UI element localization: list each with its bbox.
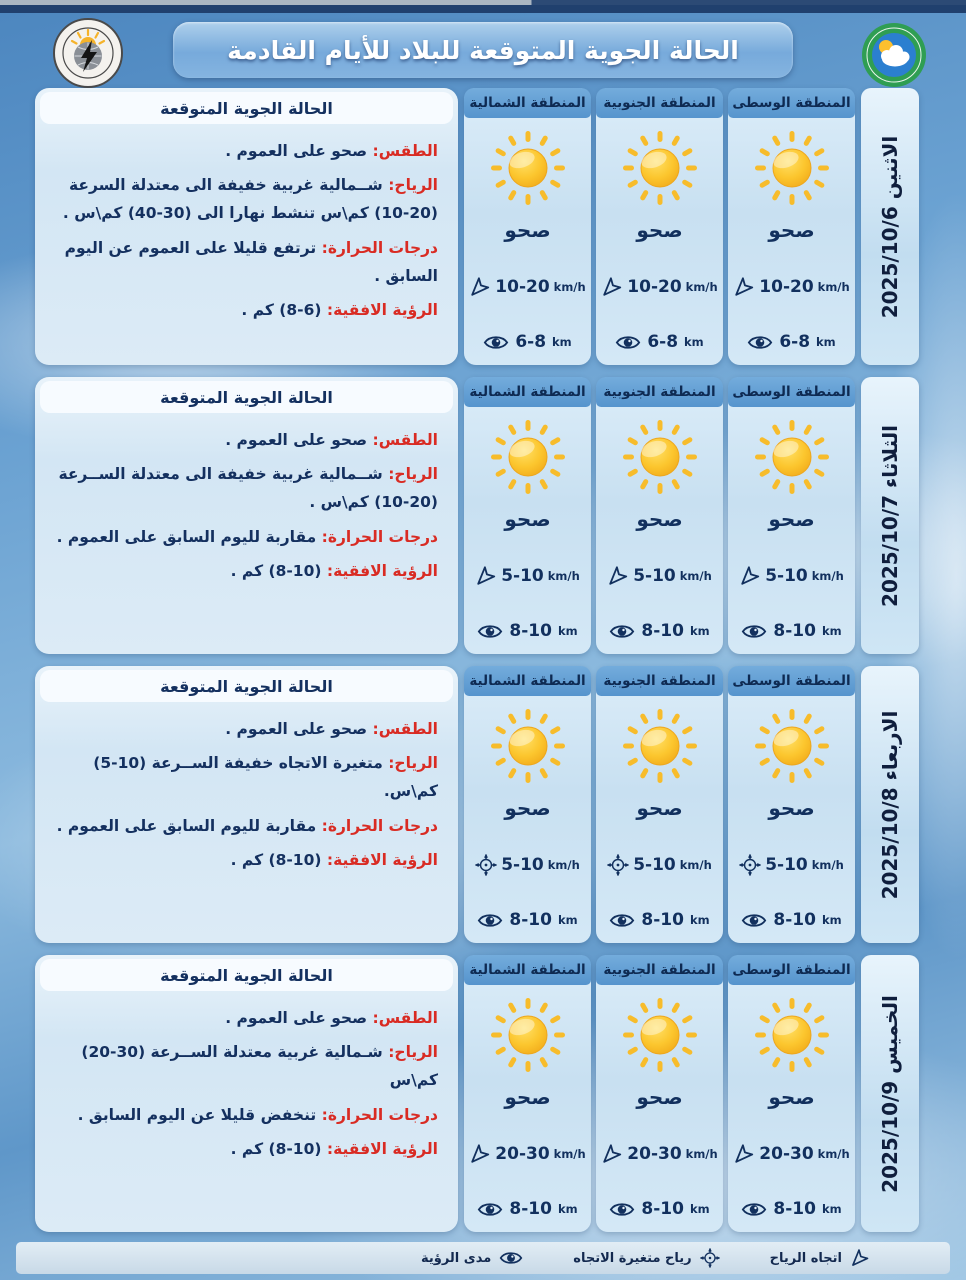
detail-text: شــمالية غربية خفيفة الى معتدلة الســرعة (20-10) كم\س . [58,465,438,512]
visibility-eye-icon [477,1201,503,1218]
variable-wind-compass-icon [700,1248,720,1268]
wind-speed-row [733,1143,849,1165]
visibility-eye-icon [741,1201,767,1218]
region-forecast-card [728,377,855,654]
condition-label: صحو [504,507,551,531]
forecast-detail-line [49,234,438,290]
condition-label: صحو [504,796,551,820]
wind-direction-arrow-icon [739,565,761,587]
detail-text: مقاربة لليوم السابق على العموم . [56,816,317,835]
variable-wind-compass-icon [475,854,497,876]
region-forecast-card [596,377,723,654]
visibility-eye-icon [747,334,773,351]
visibility-unit: km [689,624,710,638]
forecast-details-text [35,413,458,599]
wind-speed-row [475,565,580,587]
visibility-row [609,910,709,930]
forecast-details-panel [35,88,458,365]
wind-speed-row [475,854,580,876]
wind-speed-value: 5-10 [633,855,676,875]
visibility-unit: km [821,624,842,638]
detail-text: (10-8) كم . [230,561,322,580]
wind-speed-row [607,854,712,876]
visibility-value: 8-10 [773,621,816,641]
region-forecast-card [596,88,723,365]
legend-visibility-label: مدى الرؤية [420,1250,492,1266]
visibility-value: 8-10 [641,1199,684,1219]
wind-speed-unit: km/h [811,569,844,583]
forecast-days [35,88,922,1232]
wind-speed-row [733,276,849,298]
wind-speed-unit: km/h [811,858,844,872]
detail-text: ترتفع قليلا على العموم عن اليوم السابق . [64,238,438,285]
visibility-unit: km [689,1202,710,1216]
wind-direction-arrow-icon [469,1143,491,1165]
sun-icon [489,995,567,1073]
wind-direction-arrow-icon [607,565,629,587]
day-date-strip [861,955,919,1232]
sun-icon [489,417,567,495]
detail-text: صحو على العموم . [225,142,368,160]
visibility-value: 8-10 [641,621,684,641]
visibility-value: 8-10 [509,1199,552,1219]
wind-speed-value: 5-10 [501,855,544,875]
sun-icon [753,995,831,1073]
visibility-row [483,332,571,352]
sun-icon [621,706,699,784]
detail-text: (10-8) كم . [230,850,322,869]
visibility-value: 6-8 [647,332,679,352]
wind-speed-unit: km/h [547,858,580,872]
condition-label: صحو [768,507,815,531]
visibility-value: 8-10 [773,1199,816,1219]
sun-icon [621,417,699,495]
visibility-row [609,1199,709,1219]
sun-icon [621,128,699,206]
region-forecast-card [464,377,591,654]
wind-speed-unit: km/h [817,1147,850,1161]
detail-label: الرياح: [388,754,438,773]
variable-wind-compass-icon [607,854,629,876]
region-name: المنطقة الشمالية [464,666,591,696]
wind-speed-unit: km/h [679,569,712,583]
forecast-detail-line [49,137,438,165]
detail-text: (10-8) كم . [230,1139,322,1158]
detail-text: مقاربة لليوم السابق على العموم . [56,527,317,546]
region-forecast-card [728,955,855,1232]
condition-label: صحو [504,1085,551,1109]
forecast-detail-line [49,460,438,516]
region-cards [464,88,855,365]
detail-text: شـمالية غربية معتدلة الســرعة (30-20) كم\س [81,1043,438,1090]
visibility-value: 8-10 [509,621,552,641]
detail-label: الرؤية الافقية: [326,301,438,320]
sun-icon [753,417,831,495]
day-forecast-row [35,377,922,654]
forecast-panel-title: الحالة الجوية المتوقعة [40,670,453,702]
visibility-row [477,910,577,930]
region-name: المنطقة الجنوبية [596,666,723,696]
detail-label: درجات الحرارة: [321,1105,438,1124]
detail-label: الطقس: [372,142,438,160]
detail-text: متغيرة الاتجاه خفيفة الســرعة (10-5) كم\س. [93,754,438,801]
condition-label: صحو [636,796,683,820]
wind-speed-value: 10-20 [495,277,550,297]
visibility-value: 8-10 [641,910,684,930]
wind-direction-arrow-icon [733,276,755,298]
wind-speed-value: 5-10 [501,566,544,586]
visibility-unit: km [689,913,710,927]
wind-direction-arrow-icon [469,276,491,298]
detail-label: الرؤية الافقية: [326,561,438,580]
visibility-eye-icon [609,623,635,640]
region-name: المنطقة الجنوبية [596,377,723,407]
visibility-eye-icon [609,1201,635,1218]
wind-direction-arrow-icon [601,1143,623,1165]
day-forecast-row [35,955,922,1232]
wind-speed-row [739,854,844,876]
condition-label: صحو [636,507,683,531]
forecast-detail-line [49,846,438,874]
forecast-details-panel [35,377,458,654]
condition-label: صحو [768,796,815,820]
sun-icon [753,706,831,784]
wind-speed-row [739,565,844,587]
visibility-unit: km [684,335,704,349]
wind-speed-unit: km/h [553,1147,586,1161]
condition-label: صحو [636,1085,683,1109]
wind-speed-row [469,1143,585,1165]
visibility-value: 6-8 [779,332,811,352]
region-name: المنطقة الجنوبية [596,88,723,118]
detail-text: تنخفض قليلا عن اليوم السابق . [77,1105,317,1124]
forecast-details-panel [35,955,458,1232]
detail-label: الرؤية الافقية: [326,1139,438,1158]
legend-wind-direction [770,1248,870,1268]
met-department-emblem-logo [52,17,124,89]
wind-direction-arrow-icon [475,565,497,587]
visibility-eye-icon [609,912,635,929]
wind-speed-value: 5-10 [633,566,676,586]
condition-label: صحو [504,218,551,242]
day-date-strip [861,666,919,943]
visibility-unit: km [552,335,572,349]
day-forecast-row [35,88,922,365]
forecast-detail-line [49,1038,438,1094]
condition-label: صحو [768,1085,815,1109]
forecast-detail-line [49,749,438,805]
region-name: المنطقة الوسطى [728,666,855,696]
wind-speed-value: 20-30 [759,1144,814,1164]
detail-text: صحو على العموم . [225,720,368,738]
forecast-details-panel [35,666,458,943]
day-date-label: الاربعاء 2025/10/8 [878,710,902,899]
detail-label: الطقس: [372,720,438,738]
visibility-unit: km [557,624,578,638]
visibility-value: 8-10 [773,910,816,930]
legend-bar [16,1242,950,1274]
top-border-strip-dark [0,5,966,13]
forecast-detail-line [49,296,438,324]
wind-direction-arrow-icon [601,276,623,298]
visibility-row [741,1199,841,1219]
visibility-row [477,621,577,641]
forecast-detail-line [49,812,438,840]
forecast-detail-line [49,426,438,454]
wind-speed-unit: km/h [553,280,586,294]
wind-speed-unit: km/h [679,858,712,872]
region-cards [464,666,855,943]
region-forecast-card [596,955,723,1232]
legend-wind-direction-label: اتجاه الرياح [769,1250,842,1266]
sun-icon [621,995,699,1073]
visibility-unit: km [821,1202,842,1216]
wind-speed-unit: km/h [685,1147,718,1161]
region-forecast-card [464,955,591,1232]
detail-text: (6-8) كم . [241,301,322,320]
visibility-eye-icon [741,912,767,929]
visibility-row [615,332,703,352]
wind-speed-value: 20-30 [627,1144,682,1164]
day-date-label: الثلاثاء 2025/10/7 [878,424,902,607]
condition-label: صحو [636,218,683,242]
detail-label: درجات الحرارة: [321,816,438,835]
legend-visibility [421,1250,523,1266]
wind-direction-arrow-icon [733,1143,755,1165]
wind-speed-value: 10-20 [627,277,682,297]
variable-wind-compass-icon [739,854,761,876]
detail-text: شــمالية غربية خفيفة الى معتدلة السرعة (20-10) كم\س تنشط نهارا الى (30-40) كم\س . [62,176,438,223]
day-forecast-row [35,666,922,943]
detail-label: الرؤية الافقية: [326,850,438,869]
forecast-detail-line [49,171,438,227]
region-cards [464,377,855,654]
detail-label: الرياح: [388,465,438,484]
wind-speed-unit: km/h [685,280,718,294]
detail-label: الرياح: [388,1043,438,1062]
page-title-banner [173,22,793,78]
region-forecast-card [464,666,591,943]
visibility-eye-icon [615,334,641,351]
forecast-panel-title: الحالة الجوية المتوقعة [40,381,453,413]
legend-variable-wind [573,1248,719,1268]
legend-variable-wind-label: رياح متغيرة الاتجاه [573,1250,692,1266]
detail-text: صحو على العموم . [225,431,368,449]
wind-direction-arrow-icon [850,1248,870,1268]
wind-speed-unit: km/h [547,569,580,583]
detail-label: درجات الحرارة: [321,527,438,546]
forecast-detail-line [49,715,438,743]
sun-icon [753,128,831,206]
region-name: المنطقة الشمالية [464,88,591,118]
wind-speed-value: 10-20 [759,277,814,297]
visibility-unit: km [816,335,836,349]
forecast-details-text [35,702,458,888]
forecast-panel-title: الحالة الجوية المتوقعة [40,959,453,991]
sun-icon [489,706,567,784]
wind-speed-value: 5-10 [765,566,808,586]
region-name: المنطقة الشمالية [464,377,591,407]
detail-label: الطقس: [372,431,438,449]
visibility-row [477,1199,577,1219]
wind-speed-row [601,276,717,298]
region-name: المنطقة الوسطى [728,955,855,985]
forecast-details-text [35,991,458,1177]
visibility-unit: km [557,1202,578,1216]
region-name: المنطقة الوسطى [728,377,855,407]
visibility-row [741,621,841,641]
region-name: المنطقة الوسطى [728,88,855,118]
day-date-label: الخميس 2025/10/9 [878,994,902,1193]
detail-label: درجات الحرارة: [321,238,438,257]
region-forecast-card [596,666,723,943]
day-date-strip [861,377,919,654]
region-name: المنطقة الجنوبية [596,955,723,985]
wind-speed-value: 20-30 [495,1144,550,1164]
forecast-detail-line [49,1004,438,1032]
visibility-eye-icon [499,1250,523,1266]
forecast-detail-line [49,1135,438,1163]
page-title: الحالة الجوية المتوقعة للبلاد للأيام القادمة [227,35,739,65]
region-cards [464,955,855,1232]
forecast-detail-line [49,1101,438,1129]
day-date-label: الاثنين 2025/10/6 [878,135,902,318]
forecast-detail-line [49,557,438,585]
wind-speed-row [469,276,585,298]
cloud-sun-logo-icon [860,21,928,89]
forecast-detail-line [49,523,438,551]
region-forecast-card [464,88,591,365]
visibility-eye-icon [477,623,503,640]
visibility-unit: km [821,913,842,927]
visibility-row [747,332,835,352]
forecast-details-text [35,124,458,338]
visibility-value: 8-10 [509,910,552,930]
sun-icon [489,128,567,206]
wind-speed-row [601,1143,717,1165]
visibility-unit: km [557,913,578,927]
wind-speed-value: 5-10 [765,855,808,875]
visibility-eye-icon [477,912,503,929]
forecast-panel-title: الحالة الجوية المتوقعة [40,92,453,124]
bulletin-header [0,13,966,91]
detail-label: الرياح: [388,176,438,195]
visibility-eye-icon [741,623,767,640]
day-date-strip [861,88,919,365]
visibility-eye-icon [483,334,509,351]
visibility-value: 6-8 [515,332,547,352]
region-forecast-card [728,88,855,365]
visibility-row [741,910,841,930]
wind-speed-unit: km/h [817,280,850,294]
condition-label: صحو [768,218,815,242]
region-name: المنطقة الشمالية [464,955,591,985]
met-authority-cloud-sun-logo [860,21,928,89]
visibility-row [609,621,709,641]
detail-text: صحو على العموم . [225,1009,368,1027]
wind-speed-row [607,565,712,587]
region-forecast-card [728,666,855,943]
lightning-globe-logo-icon [52,17,124,89]
detail-label: الطقس: [372,1009,438,1027]
